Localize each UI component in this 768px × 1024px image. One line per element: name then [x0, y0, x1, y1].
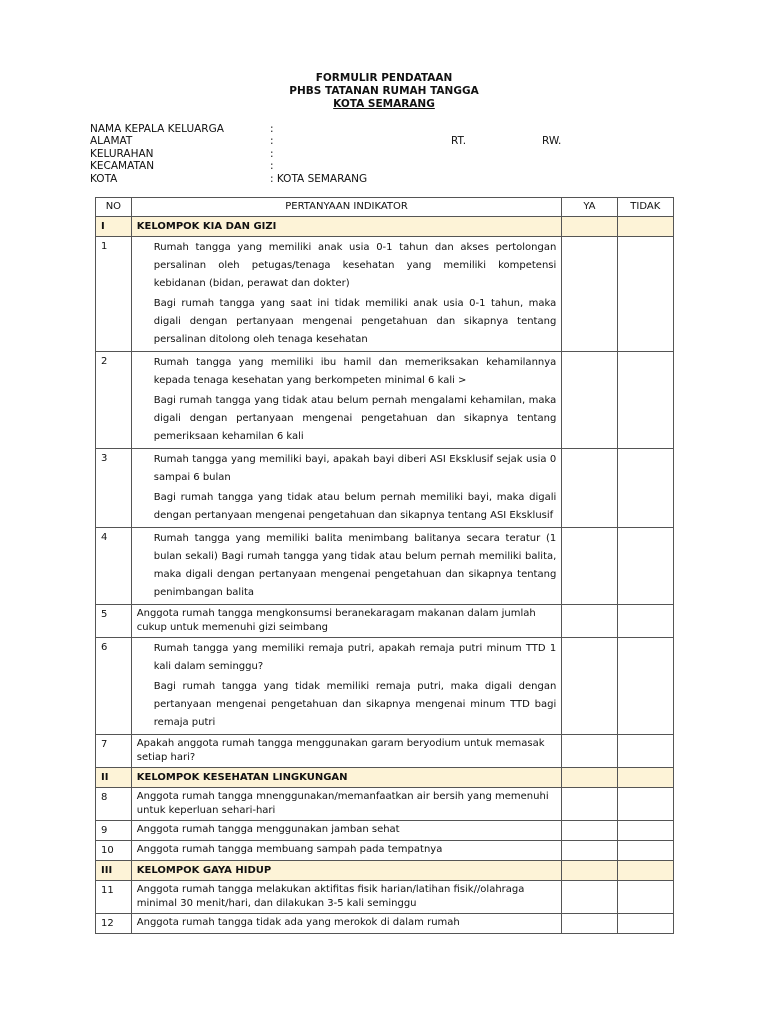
ya-answer-cell[interactable] [562, 605, 617, 638]
question-text: Rumah tangga yang memiliki ibu hamil dan memeriksakan kehamilannya kepada tenaga kesehatan yang berkompeten minimal 6 kali > [153, 357, 557, 386]
section-row-kia-gizi [96, 217, 674, 237]
section-number: II [96, 768, 132, 788]
question-cell [131, 352, 562, 449]
question-text: Bagi rumah tangga yang tidak atau belum pernah memiliki bayi, maka digali dengan pertanyaan mengenai pengetahuan dan sikapnya tentang ASI Eksklusif [153, 492, 557, 521]
form-subtitle: PHBS TATANAN RUMAH TANGGA [289, 85, 479, 97]
info-row-alamat [90, 135, 650, 147]
info-row-kelurahan [90, 148, 650, 160]
ya-answer-cell[interactable] [562, 638, 617, 735]
question-cell [131, 528, 562, 605]
ya-answer-cell[interactable] [562, 821, 617, 841]
question-text: Anggota rumah tangga membuang sampah pada tempatnya [131, 841, 562, 861]
question-bullet [137, 678, 557, 732]
section-tidak-cell [617, 217, 673, 237]
section-ya-cell [562, 861, 617, 881]
household-info [90, 123, 650, 185]
question-text: Apakah anggota rumah tangga menggunakan garam beryodium untuk memasak setiap hari? [131, 735, 562, 768]
table-row [96, 237, 674, 352]
row-number: 9 [96, 821, 132, 841]
question-bullet [137, 489, 557, 525]
header-question: PERTANYAAN INDIKATOR [131, 198, 562, 217]
row-number: 6 [96, 638, 132, 735]
kota-field[interactable]: : KOTA SEMARANG [270, 172, 368, 185]
tidak-answer-cell[interactable] [617, 914, 673, 934]
tidak-answer-cell[interactable] [617, 237, 673, 352]
row-number: 7 [96, 735, 132, 768]
section-title: KELOMPOK GAYA HIDUP [131, 861, 562, 881]
row-number: 3 [96, 449, 132, 528]
section-ya-cell [562, 217, 617, 237]
tidak-answer-cell[interactable] [617, 449, 673, 528]
question-text: Bagi rumah tangga yang tidak memiliki remaja putri, maka digali dengan pertanyaan mengenai pengetahuan dan sikapnya mengenai minum TTD bagi remaja putri [153, 681, 557, 728]
question-text: Anggota rumah tangga mnenggunakan/memanfaatkan air bersih yang memenuhi untuk keperluan sehari-hari [131, 788, 562, 821]
table-row [96, 735, 674, 768]
question-text: Anggota rumah tangga melakukan aktifitas fisik harian/latihan fisik//olahraga minimal 30 menit/hari, dan dilakukan 3-5 kali seminggu [131, 881, 562, 914]
form-title: FORMULIR PENDATAAN [315, 72, 453, 84]
kelurahan-label: KELURAHAN [90, 147, 154, 160]
table-row [96, 881, 674, 914]
info-row-kecamatan [90, 160, 650, 172]
nama-field[interactable]: : [270, 123, 274, 135]
section-tidak-cell [617, 768, 673, 788]
ya-answer-cell[interactable] [562, 788, 617, 821]
question-bullet [137, 530, 557, 602]
table-row [96, 914, 674, 934]
table-row [96, 528, 674, 605]
ya-answer-cell[interactable] [562, 449, 617, 528]
ya-answer-cell[interactable] [562, 237, 617, 352]
ya-answer-cell[interactable] [562, 914, 617, 934]
alamat-label: ALAMAT [90, 135, 133, 148]
section-title: KELOMPOK KIA DAN GIZI [131, 217, 562, 237]
header-no: NO [96, 198, 132, 217]
question-text: Bagi rumah tangga yang tidak atau belum pernah mengalami kehamilan, maka digali dengan pertanyaan mengenai pengetahuan dan sikapnya tentang pemeriksaan kehamilan 6 kali [153, 395, 557, 442]
section-number: III [96, 861, 132, 881]
section-number: I [96, 217, 132, 237]
row-number: 1 [96, 237, 132, 352]
rw-label: RW. [542, 135, 562, 148]
ya-answer-cell[interactable] [562, 528, 617, 605]
table-row [96, 638, 674, 735]
tidak-answer-cell[interactable] [617, 638, 673, 735]
question-text: Rumah tangga yang memiliki anak usia 0-1 tahun dan akses pertolongan persalinan oleh petugas/tenaga kesehatan yang memiliki kompetensi kebidanan (bidan, perawat dan dokter) [153, 242, 557, 289]
question-cell [131, 638, 562, 735]
row-number: 5 [96, 605, 132, 638]
indicator-table [95, 197, 674, 934]
row-number: 11 [96, 881, 132, 914]
table-row [96, 449, 674, 528]
kecamatan-label: KECAMATAN [90, 160, 155, 173]
header-ya: YA [562, 198, 617, 217]
section-row-kesehatan-lingkungan [96, 768, 674, 788]
question-text: Rumah tangga yang memiliki remaja putri, apakah remaja putri minum TTD 1 kali dalam seminggu? [153, 643, 557, 672]
question-text: Rumah tangga yang memiliki balita menimbang balitanya secara teratur (1 bulan sekali) Bagi rumah tangga yang tidak atau belum pernah memiliki balita, maka digali dengan pertanyaan mengenai pengetahuan dan sikapnya tentang penimbangan balita [153, 533, 557, 598]
section-tidak-cell [617, 861, 673, 881]
question-bullet [137, 451, 557, 487]
question-text: Anggota rumah tangga mengkonsumsi beranekaragam makanan dalam jumlah cukup untuk memenuhi gizi seimbang [131, 605, 562, 638]
ya-answer-cell[interactable] [562, 881, 617, 914]
table-row [96, 788, 674, 821]
tidak-answer-cell[interactable] [617, 788, 673, 821]
table-row [96, 841, 674, 861]
header-tidak: TIDAK [617, 198, 673, 217]
ya-answer-cell[interactable] [562, 352, 617, 449]
nama-label: NAMA KEPALA KELUARGA [90, 123, 224, 135]
question-text: Rumah tangga yang memiliki bayi, apakah bayi diberi ASI Eksklusif sejak usia 0 sampai 6 bulan [153, 454, 557, 483]
alamat-field[interactable]: : [270, 135, 274, 148]
tidak-answer-cell[interactable] [617, 821, 673, 841]
question-cell [131, 237, 562, 352]
rt-label: RT. [451, 135, 467, 148]
ya-answer-cell[interactable] [562, 735, 617, 768]
question-bullet [137, 239, 557, 293]
info-row-kota [90, 173, 650, 185]
tidak-answer-cell[interactable] [617, 841, 673, 861]
info-row-nama [90, 123, 650, 135]
row-number: 8 [96, 788, 132, 821]
kota-label: KOTA [90, 172, 118, 185]
ya-answer-cell[interactable] [562, 841, 617, 861]
kelurahan-field[interactable]: : [270, 147, 274, 160]
tidak-answer-cell[interactable] [617, 605, 673, 638]
section-row-gaya-hidup [96, 861, 674, 881]
table-row [96, 352, 674, 449]
row-number: 4 [96, 528, 132, 605]
question-bullet [137, 392, 557, 446]
row-number: 12 [96, 914, 132, 934]
section-title: KELOMPOK KESEHATAN LINGKUNGAN [131, 768, 562, 788]
table-row [96, 821, 674, 841]
table-row [96, 605, 674, 638]
tidak-answer-cell[interactable] [617, 881, 673, 914]
question-bullet [137, 295, 557, 349]
question-text: Bagi rumah tangga yang saat ini tidak memiliki anak usia 0-1 tahun, maka digali dengan pertanyaan mengenai pengetahuan dan sikapnya tentang persalinan ditolong oleh tenaga kesehatan [153, 298, 557, 345]
form-title-block [0, 72, 768, 111]
question-cell [131, 449, 562, 528]
row-number: 10 [96, 841, 132, 861]
question-text: Anggota rumah tangga menggunakan jamban sehat [131, 821, 562, 841]
table-header-row [96, 198, 674, 217]
row-number: 2 [96, 352, 132, 449]
question-bullet [137, 354, 557, 390]
section-ya-cell [562, 768, 617, 788]
question-text: Anggota rumah tangga tidak ada yang merokok di dalam rumah [131, 914, 562, 934]
tidak-answer-cell[interactable] [617, 528, 673, 605]
question-bullet [137, 640, 557, 676]
form-city: KOTA SEMARANG [333, 98, 435, 110]
kecamatan-field[interactable]: : [270, 160, 274, 173]
tidak-answer-cell[interactable] [617, 352, 673, 449]
tidak-answer-cell[interactable] [617, 735, 673, 768]
